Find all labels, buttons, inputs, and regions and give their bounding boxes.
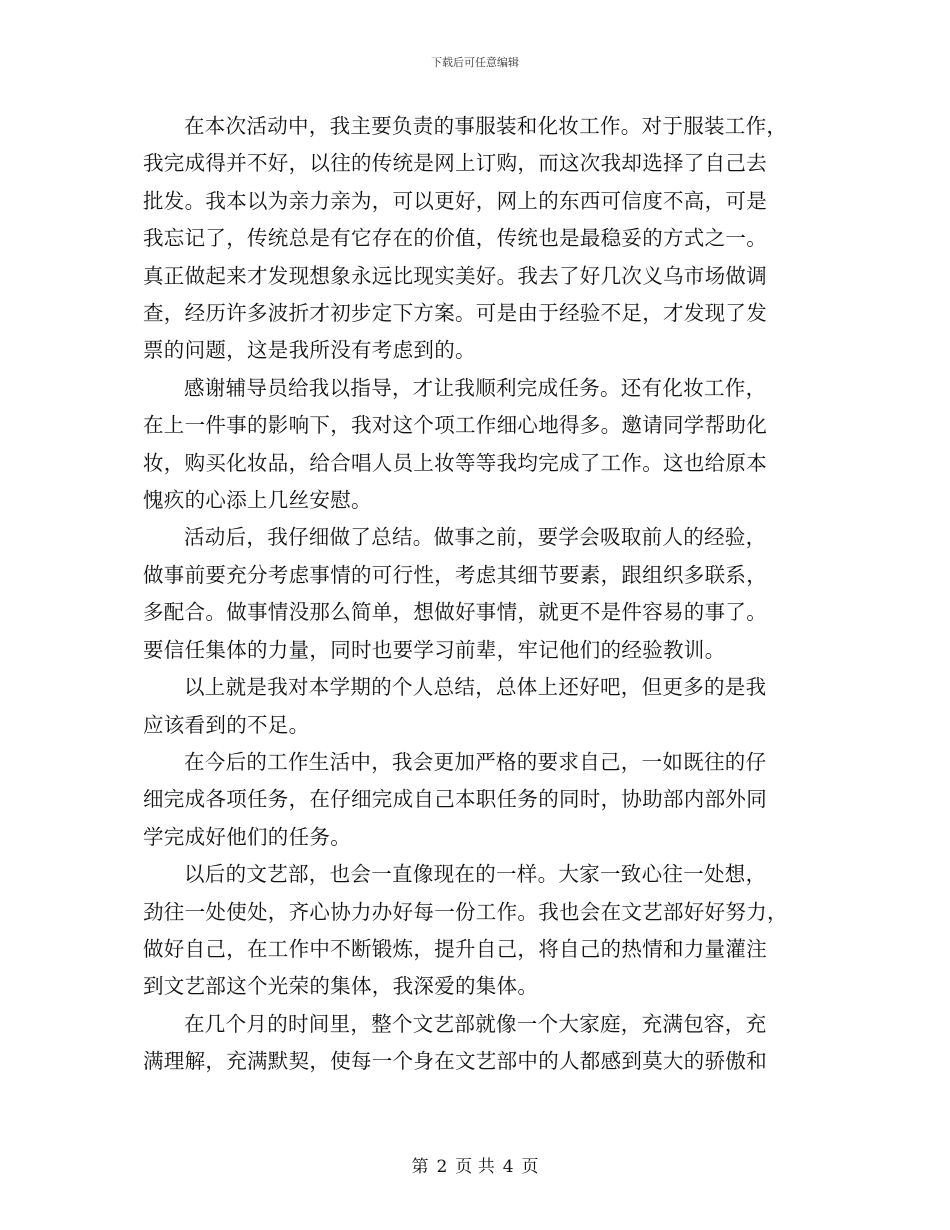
- paragraph-4: 以上就是我对本学期的个人总结，总体上还好吧，但更多的是我 应该看到的不足。: [143, 675, 767, 737]
- footer-label-pages: 页: [521, 1157, 539, 1177]
- paragraph-6: 以后的文艺部，也会一直像现在的一样。大家一致心往一处想， 劲往一处使处，齐心协力办好每一份工作。我也会在文艺部好好努力， 做好自己，在工作中不断锻炼，提升自己，将自己的热情和力量灌注 到文艺部这个光荣的集体，我深爱的集体。: [143, 862, 788, 999]
- paragraph-5: 在今后的工作生活中，我会更加严格的要求自己，一如既往的仔 细完成各项任务，在仔细完成自己本职任务的同时，协助部内部外同 学完成好他们的任务。: [143, 749, 767, 849]
- footer-label-of: 页 共: [455, 1157, 495, 1177]
- page-footer: [0, 1152, 950, 1177]
- paragraph-2: 感谢辅导员给我以指导，才让我顺利完成任务。还有化妆工作， 在上一件事的影响下，我对这个项工作细心地得多。邀请同学帮助化 妆，购买化妆品，给合唱人员上妆等等我均完成了工作。这也给原本 愧疚的心添上几丝安慰。: [143, 375, 767, 513]
- header-note: 下载后可任意编辑: [431, 56, 519, 69]
- paragraph-3: 活动后，我仔细做了总结。做事之前，要学会吸取前人的经验， 做事前要充分考虑事情的可行性，考虑其细节要素，跟组织多联系， 多配合。做事情没那么简单，想做好事情，就更不是件容易的事了。 要信任集体的力量，同时也要学习前辈，牢记他们的经验教训。: [143, 525, 767, 662]
- body-text: [143, 108, 807, 1081]
- footer-total-pages: 4: [502, 1157, 514, 1177]
- paragraph-7: 在几个月的时间里，整个文艺部就像一个大家庭，充满包容，充 满理解，充满默契，使每一个身在文艺部中的人都感到莫大的骄傲和: [143, 1011, 767, 1074]
- paragraph-1: 在本次活动中，我主要负责的事服装和化妆工作。对于服装工作， 我完成得并不好，以往的传统是网上订购，而这次我却选择了自己去 批发。我本以为亲力亲为，可以更好，网上的东西可信度不高，可是 我忘记了，传统总是有它存在的价值，传统也是最稳妥的方式之一。 真正做起来才发现想象永远比现实美好。我去了好几次义乌市场做调 查，经历许多波折才初步定下方案。可是由于经验不足，才发现了发 票的问题，这是我所没有考虑到的。: [143, 114, 788, 363]
- footer-current-page: 2: [436, 1157, 448, 1177]
- footer-label-page: 第: [411, 1157, 429, 1177]
